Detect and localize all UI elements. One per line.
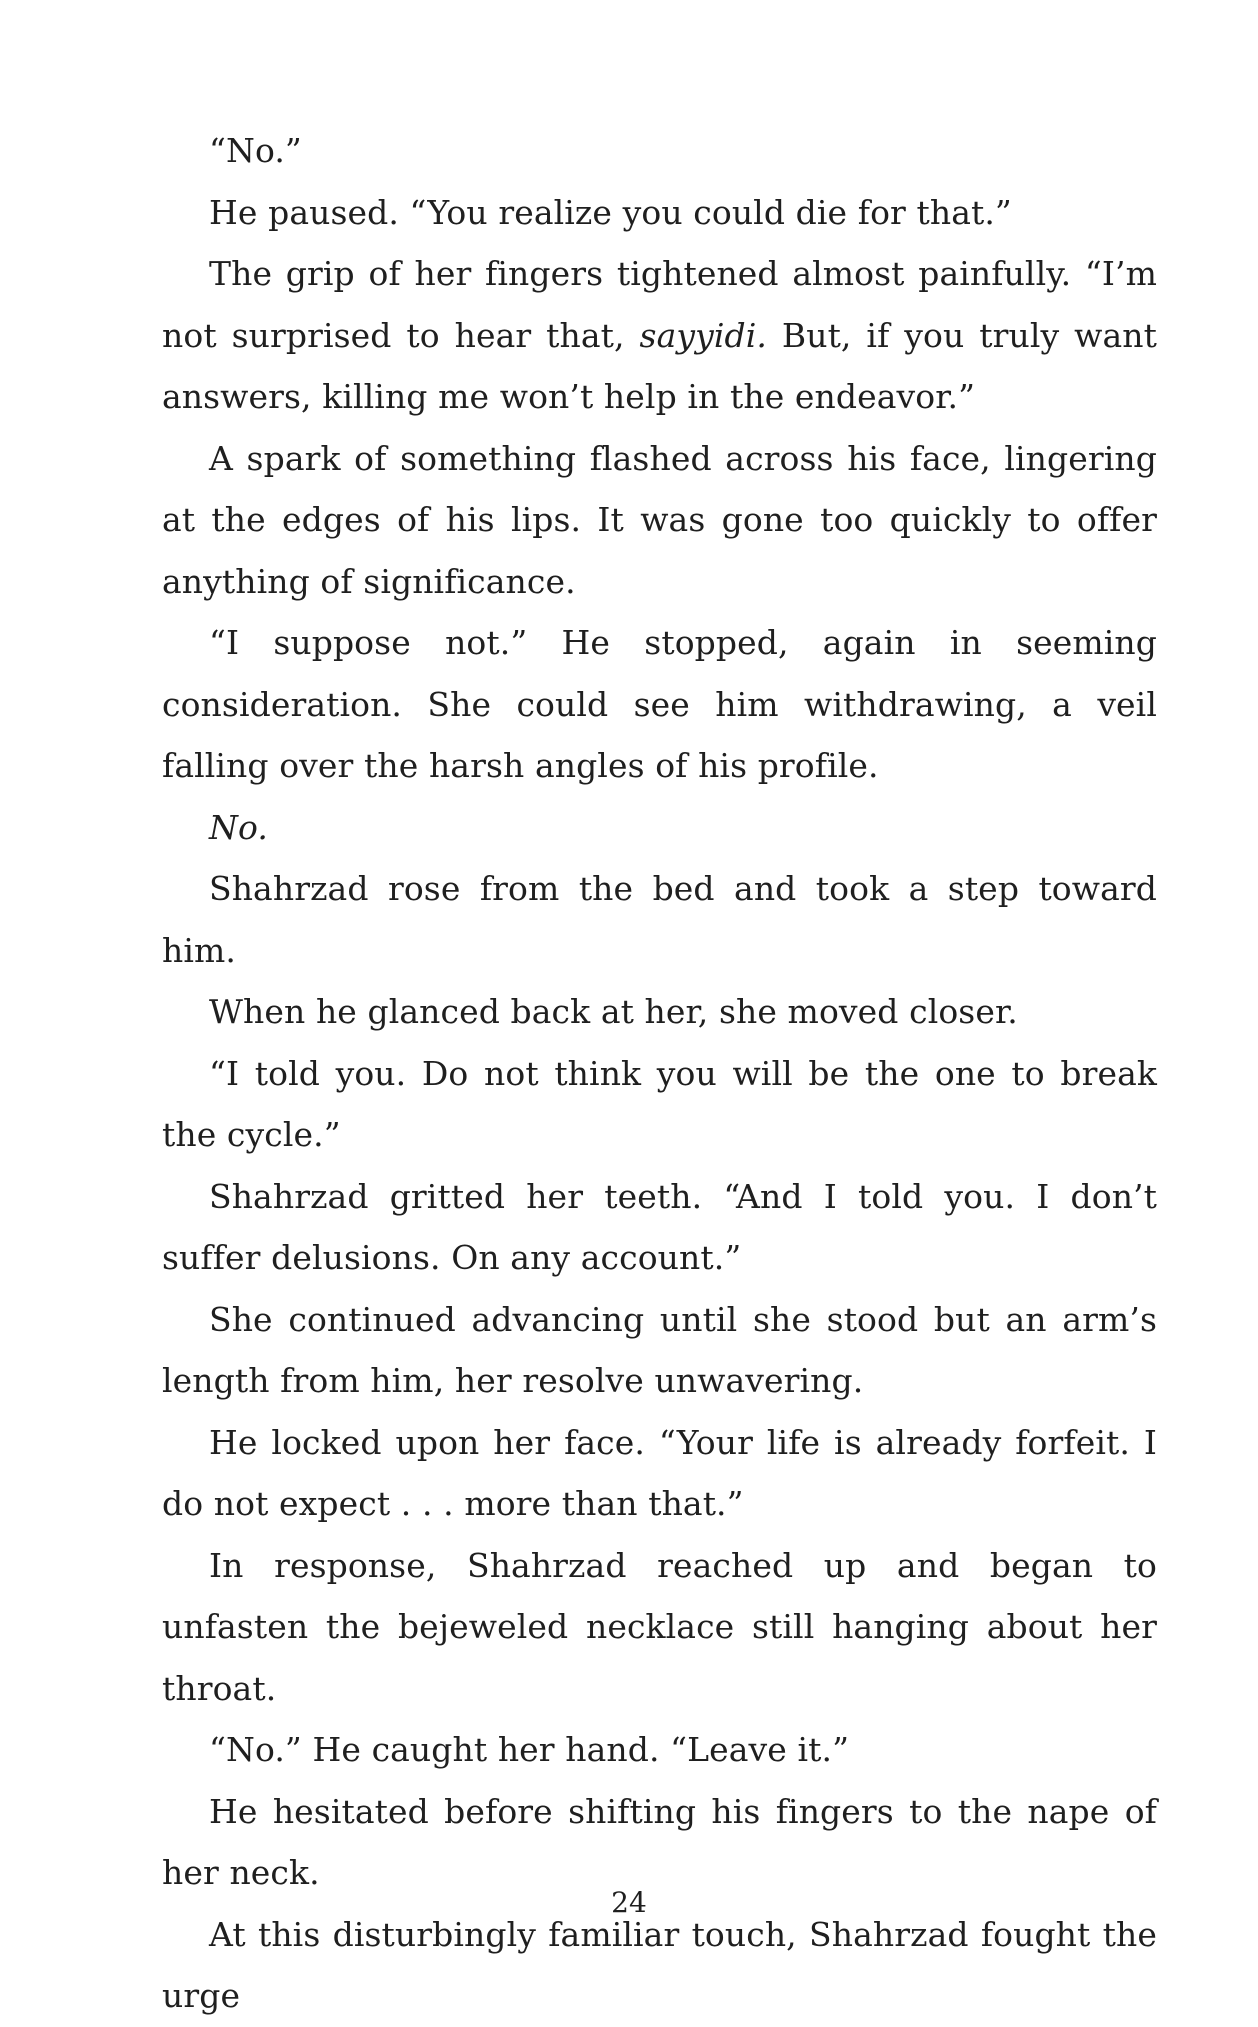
paragraph: In response, Shahrzad reached up and began to unfasten the bejeweled necklace still hanging about her throat. — [162, 1545, 1157, 1708]
paragraph: Shahrzad gritted her teeth. “And I told you. I don’t suffer delusions. On any account.” — [162, 1176, 1157, 1277]
paragraph: He locked upon her face. “Your life is already forfeit. I do not expect . . . more than that.” — [162, 1422, 1157, 1523]
paragraph: Shahrzad rose from the bed and took a step toward him. — [162, 869, 1157, 970]
paragraph: “I told you. Do not think you will be the one to break the cycle.” — [162, 1053, 1157, 1154]
paragraph: “No.” — [209, 131, 302, 170]
italic-text: No. — [209, 807, 268, 847]
page-body — [162, 120, 1157, 2027]
paragraph — [162, 797, 1157, 859]
paragraph: A spark of something flashed across his face, lingering at the edges of his lips. It was gone too quickly to offer anything of significance. — [162, 438, 1157, 601]
paragraph: At this disturbingly familiar touch, Shahrzad fought the urge — [162, 1914, 1157, 2015]
paragraph: He paused. “You realize you could die for that.” — [209, 192, 1012, 232]
italic-text: sayyidi. — [639, 315, 767, 355]
paragraph: “I suppose not.” He stopped, again in seeming consideration. She could see him withdrawing, a veil falling over the harsh angles of his profile. — [162, 623, 1157, 785]
paragraph: “No.” He caught her hand. “Leave it.” — [209, 1730, 850, 1769]
paragraph: The grip of her fingers tightened almost painfully. “I’m not surprised to hear that, sayyidi. But, if you truly want answers, killing me won’t help in the endeavor.” — [162, 254, 1157, 416]
paragraph: He hesitated before shifting his fingers to the nape of her neck. — [162, 1791, 1157, 1892]
paragraph: When he glanced back at her, she moved closer. — [209, 992, 1018, 1031]
paragraph: She continued advancing until she stood but an arm’s length from him, her resolve unwavering. — [162, 1299, 1157, 1400]
page-number: 24 — [611, 1886, 647, 1919]
